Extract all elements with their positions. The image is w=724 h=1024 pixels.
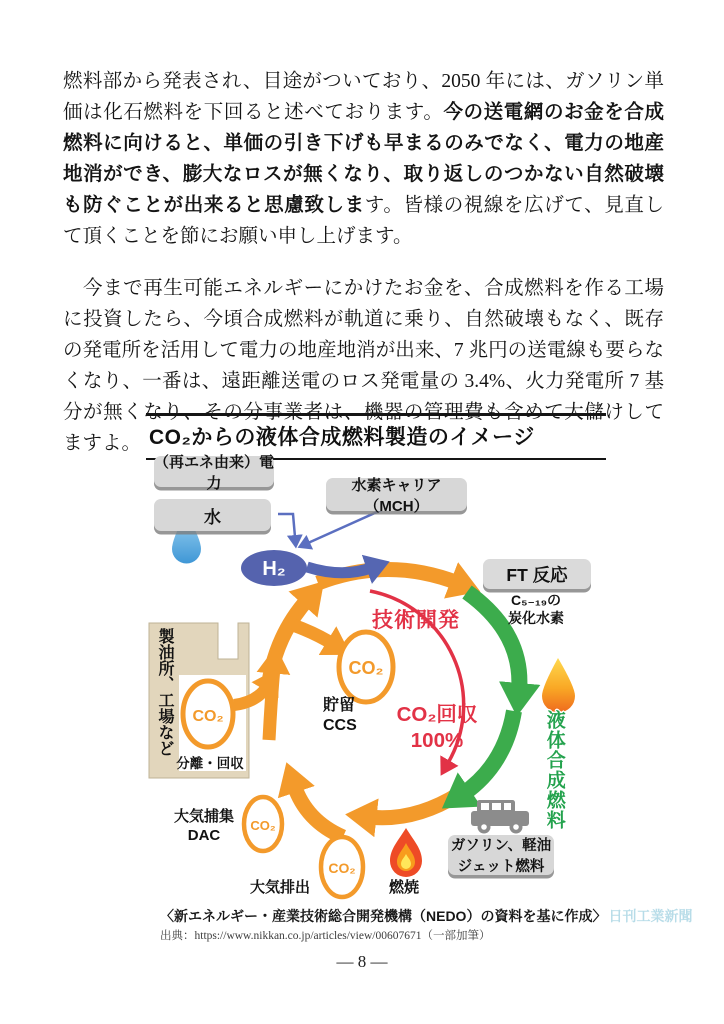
ft-reaction-box: FT 反応 (483, 559, 591, 589)
liquid-fuel-label: 液体合成燃料 (543, 710, 565, 830)
refinery-label: 製油所、工場など (156, 628, 173, 756)
co2-label: CO₂ (192, 708, 224, 725)
diagram-title: CO₂からの液体合成燃料製造のイメージ (146, 413, 606, 460)
gasoline-line2: ジェット燃料 (457, 859, 545, 875)
paragraph-2: 今まで再生可能エネルギーにかけたお金を、合成燃料を作る工場に投資したら、今頃合成燃料が軌道に乗り、自然破壊もなく、既存の発電所を活用して電力の地産地消が出来、7 兆円の送電線も要らなくなり、一番は、遠距離送電のロス発電量の 3.4%、火力発電所 7 基分が無くなり、その分事業者は、機器の管理費も含めて大儲けしてますよ。 (63, 278, 664, 454)
paragraph-1-end: す。皆様の視線を広げて、見直して頂くことを節にお願い申し上げます。 (63, 195, 664, 247)
water-box: 水 (154, 499, 271, 531)
co2-label: CO₂ (250, 818, 276, 833)
exhaust-label: 大気排出 (250, 879, 311, 896)
body-text (63, 66, 664, 459)
diagram-caption (160, 906, 692, 926)
dac-line2: DAC (187, 826, 221, 844)
tech-dev-label: 技術開発 (372, 609, 460, 632)
h2-output-arrow (307, 567, 371, 573)
c519-line2: 炭化水素 (508, 609, 564, 626)
co2-recovery-label (392, 702, 482, 753)
co2-label: CO₂ (328, 860, 356, 876)
fuel-droplet-icon (542, 658, 575, 713)
dac-label (170, 808, 238, 846)
mch-box: 水素キャリア（MCH） (326, 478, 467, 511)
co2-oval-refinery (183, 681, 233, 747)
choryu-line2: CCS (323, 717, 357, 734)
co2-label: CO₂ (348, 658, 384, 678)
ccs-label (323, 696, 357, 736)
paragraph-1-start: 燃料部から発表され、目途がついており、2050 年には、ガソリン単価は化石燃料を下回ると述べております。 (63, 71, 664, 123)
combustion-label: 燃焼 (389, 879, 420, 896)
page-number: — 8 — (336, 952, 388, 971)
recovery-line1: CO₂回収 (396, 703, 478, 726)
watermark-nikkan: 日刊工業新聞 (608, 908, 693, 924)
paragraph-1 (63, 66, 664, 252)
separation-label: 分離・回収 (176, 756, 244, 771)
car-icon (471, 800, 529, 834)
paragraph-1-bold: 今の送電網のお金を合成燃料に向けると、単価の引き下げも早まるのみでなく、電力の地産地消ができ、膨大なロスが無くなり、取り返しのつかない自然破壊も防ぐことが出来ると思慮致しま (63, 102, 664, 216)
gasoline-line1: ガソリン、軽油 (450, 838, 552, 854)
h2-label: H₂ (262, 558, 286, 580)
co2-oval-exhaust (321, 837, 363, 897)
co2-fuel-diagram (146, 409, 693, 954)
choryu-line1: 貯留 (323, 697, 356, 714)
h2-node (241, 550, 307, 586)
co2-oval-center (339, 632, 393, 702)
source-line: 出典：https://www.nikkan.co.jp/articles/view/00607671（一部加筆） (160, 930, 491, 942)
dac-line1: 大気捕集 (173, 808, 234, 825)
power-box: （再エネ由来）電力 (154, 453, 275, 492)
c519-line1: C₅₋₁₉の (510, 592, 561, 608)
caption-text: 〈新エネルギー・産業技術総合開発機構（NEDO）の資料を基に作成〉 (160, 908, 607, 924)
gasoline-box (448, 835, 554, 875)
co2-oval-dac (244, 797, 282, 851)
recovery-line2: 100% (410, 728, 464, 752)
gasoline-box-text (451, 834, 551, 876)
c519-label (492, 592, 580, 627)
flame-icon (390, 828, 422, 877)
